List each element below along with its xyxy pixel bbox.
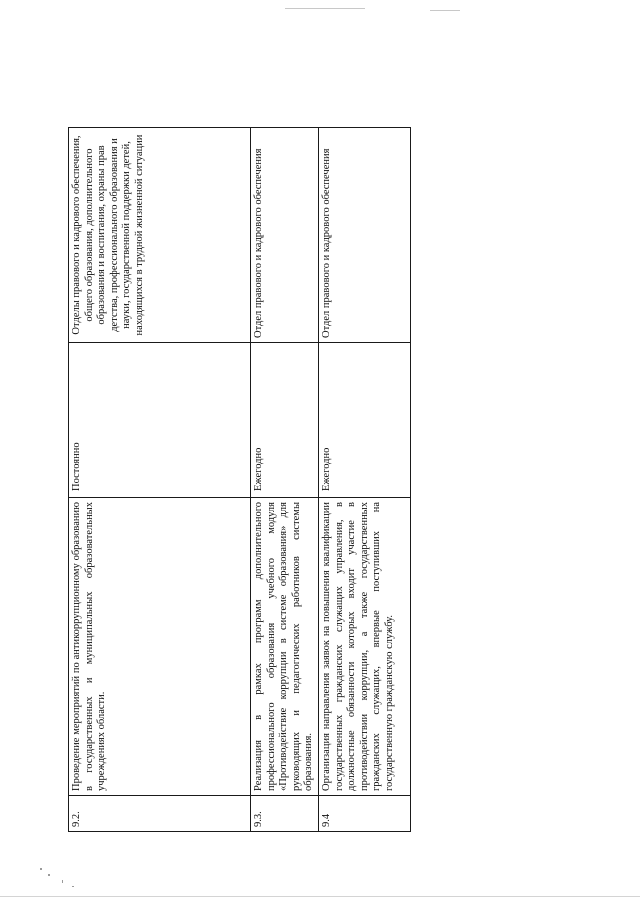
scan-artifact-bottom	[0, 896, 640, 897]
scan-speck	[72, 886, 74, 887]
scan-artifact-top-right	[430, 10, 460, 11]
table-wrapper	[68, 128, 406, 832]
scan-speck	[40, 868, 42, 870]
responsible-unit: Отдел правового и кадрового обеспечения	[251, 128, 319, 343]
table-row	[251, 128, 319, 832]
measure-description: Реализация в рамках программ дополнительного профессионального образования учебного модуля «Противодействие коррупции в системе образования» для руководящих и педагогических работников системы образования.	[251, 498, 319, 796]
scan-artifact-top	[285, 8, 365, 9]
measure-description: Проведение мероприятий по антикоррупционному образованию в государственных и муниципальных образовательных учреждениях области.	[69, 498, 251, 796]
responsible-unit: Отделы правового и кадрового обеспечения, общего образования, дополнительного образования и воспитания, охраны прав детства, профессионального образования и науки, государственной поддержки детей, находящихся в трудной жизненной ситуации	[69, 128, 251, 343]
measure-description: Организация направления заявок на повышения квалификации государственных гражданских служащих управления, в должностные обязанности которых входит участие в противодействии коррупции, а также государственных гражданских служащих, впервые поступивших на государственную гражданскую службу.	[318, 498, 410, 796]
table-row	[318, 128, 410, 832]
row-number: 9.4	[318, 796, 410, 832]
measure-term: Ежегодно	[251, 343, 319, 498]
row-number: 9.3.	[251, 796, 319, 832]
table-row	[69, 128, 251, 832]
measures-table	[68, 127, 411, 832]
scan-speck	[62, 880, 63, 883]
responsible-unit: Отдел правового и кадрового обеспечения	[318, 128, 410, 343]
measure-term: Постоянно	[69, 343, 251, 498]
rotated-table-area	[68, 128, 406, 832]
scan-speck	[48, 874, 50, 876]
row-number: 9.2.	[69, 796, 251, 832]
measure-term: Ежегодно	[318, 343, 410, 498]
